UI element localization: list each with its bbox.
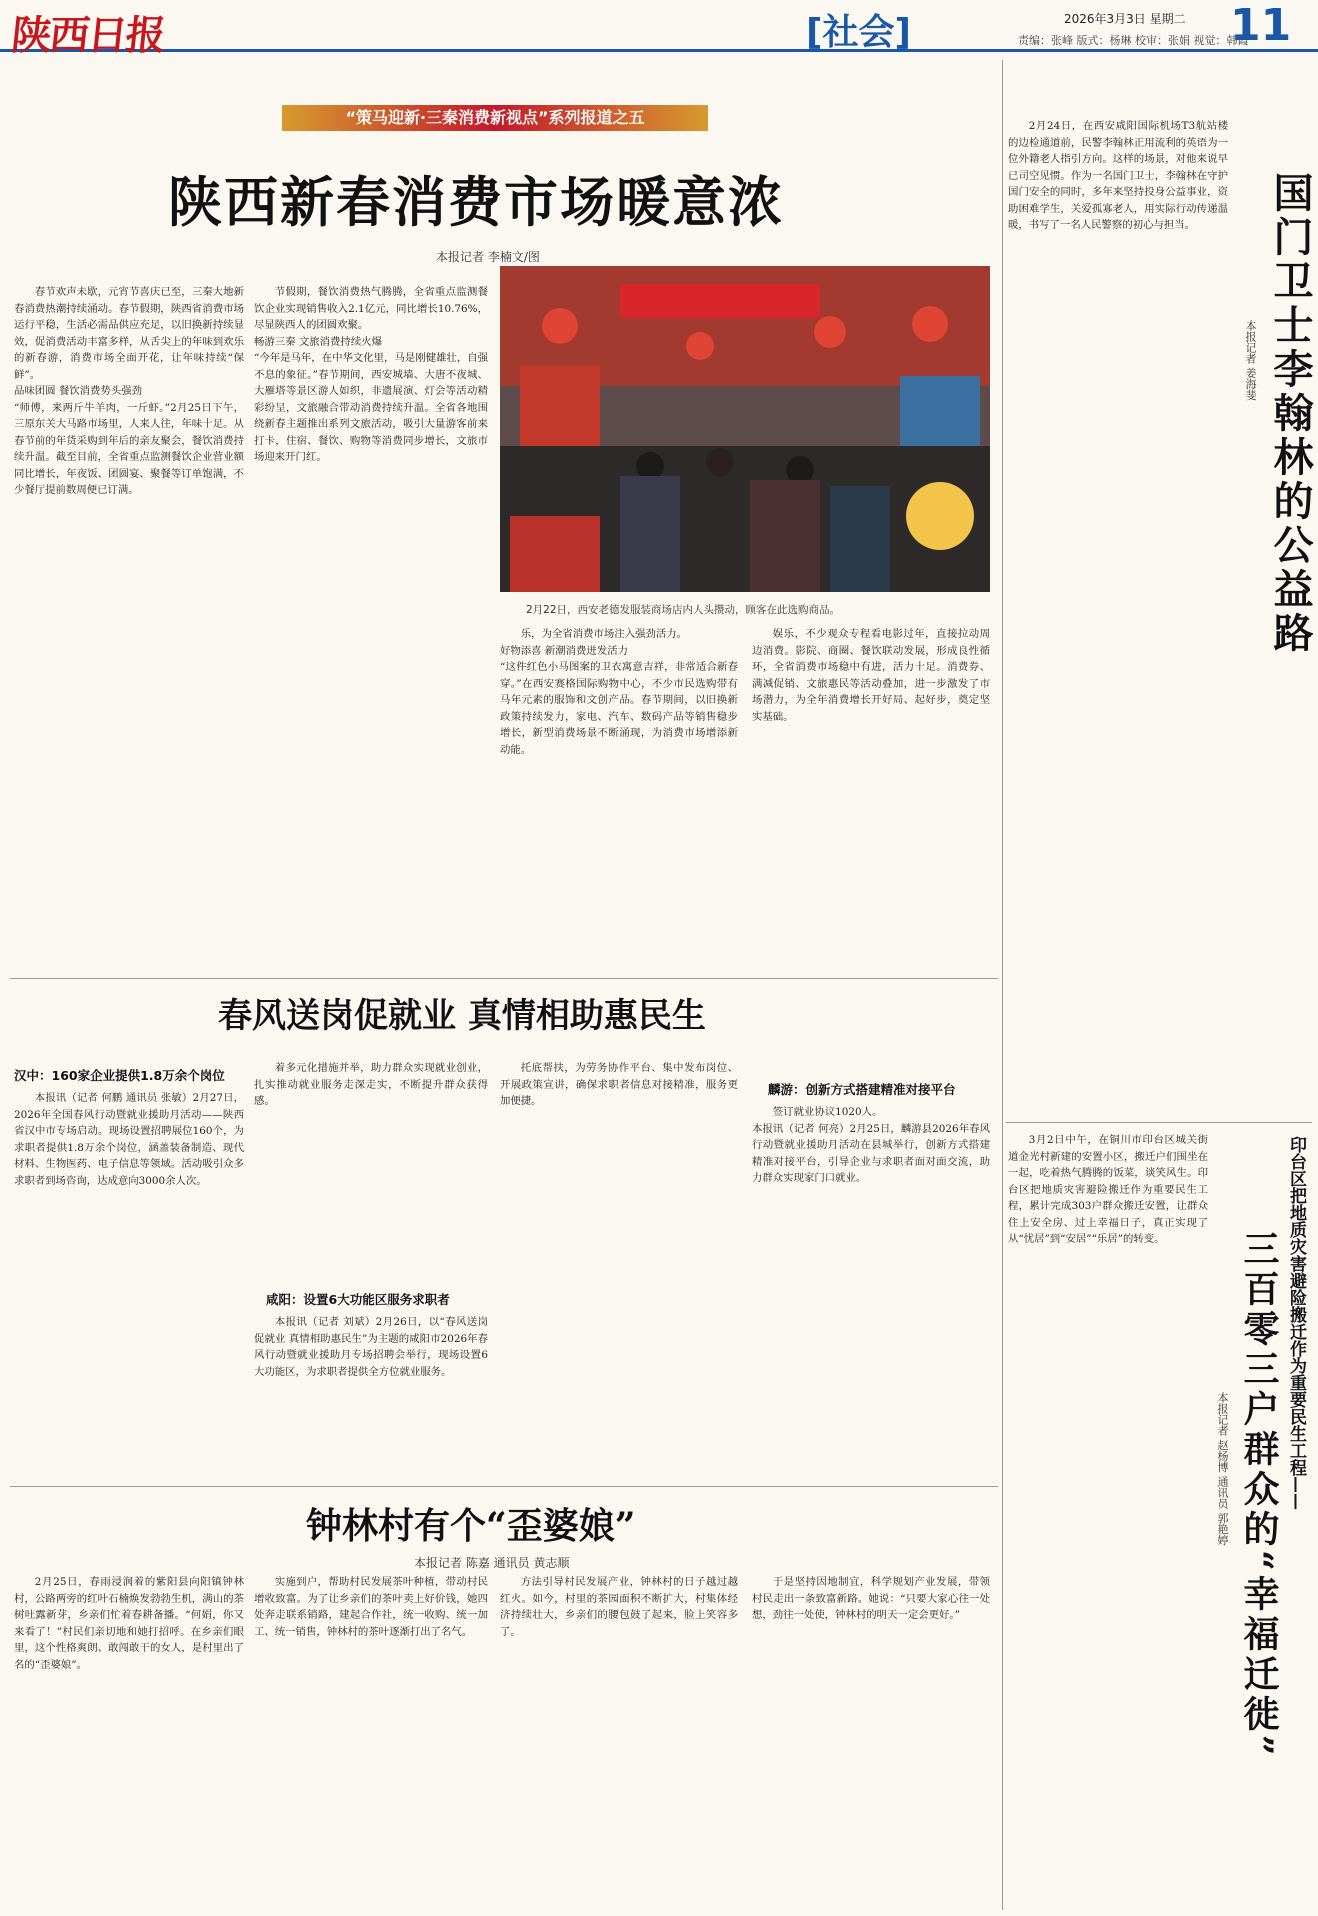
zhonglin-byline: 本报记者 陈嘉 通讯员 黄志顺 — [414, 1556, 570, 1570]
masthead — [0, 0, 1318, 59]
section-divider-1 — [10, 978, 998, 979]
jobs-subhead-xianyang: 咸阳：设置6大功能区服务求职者 — [266, 1292, 450, 1307]
lead-column-3 — [500, 626, 738, 968]
lead-column-4 — [752, 626, 990, 968]
side1-title: 国门卫士李翰林的公益路 — [1267, 172, 1314, 656]
side1-body — [1008, 118, 1228, 1118]
market-photo — [500, 266, 990, 592]
photo-caption: 2月22日，西安老德发服装商场店内人头攒动，顾客在此选购商品。 — [526, 604, 841, 616]
side2-body — [1008, 1132, 1208, 1910]
jobs-subhead-linyou: 麟游：创新方式搭建精准对接平台 — [768, 1082, 956, 1097]
jobs-subhead-hanzhong: 汉中：160家企业提供1.8万余个岗位 — [14, 1068, 225, 1083]
zhonglin-column-4 — [752, 1574, 990, 1910]
jobs-col2b-text: 本报讯（记者 刘斌）2月26日，以“春风送岗促就业 真情相助惠民生”为主题的咸阳市2026年春风行动暨就业援助月专场招聘会举行，现场设置6大功能区，为求职者提供全方位就业服务。 — [254, 1316, 488, 1378]
lead-col4-text: 娱乐，不少观众专程看电影过年，直接拉动周边消费。影院、商圈、餐饮联动发展，形成良性循环，全省消费市场稳中有进，活力十足。消费券、满减促销、文旅惠民等活动叠加，进一步激发了市场潜力，为全年消费增长开好局、起好步，奠定坚实基础。 — [752, 628, 990, 723]
zhonglin-col3-text: 方法引导村民发展产业，钟林村的日子越过越红火。如今，村里的茶园面积不断扩大，村集体经济持续壮大，乡亲们的腰包鼓了起来，脸上笑容多了。 — [500, 1576, 738, 1638]
side2-byline: 本报记者 赵杨博 通讯员 郭艳婷 — [1216, 1392, 1229, 1546]
jobs-column-4 — [752, 1104, 990, 1480]
jobs-column-2b — [254, 1314, 488, 1480]
zhonglin-col1-text: 2月25日，春雨浸润着的紫阳县向阳镇钟林村，公路两旁的红叶石楠焕发勃勃生机，满山的茶树吐露新芽，乡亲们忙着春耕备播。“何娟，你又来看了！”村民们亲切地和她打招呼。在乡亲们眼里，这个性格爽朗、敢闯敢干的女人，是村里出了名的“歪婆娘”。 — [14, 1576, 244, 1671]
series-banner: “策马迎新·三秦消费新视点”系列报道之五 — [282, 105, 708, 131]
lead-col1-text: 春节欢声未歇，元宵节喜庆已至，三秦大地新春消费热潮持续涌动。春节假期，陕西省消费市场运行平稳，生活必需品供应充足，以旧换新持续显效，促消费活动丰富多样，从舌尖上的年味到欢乐的新春游，消费市场全面开花，让年味持续“保鲜”。 品味团圆 餐饮消费势头强劲 “师傅，来两斤牛羊肉，一斤虾。”2月25日下午，三原东关大马路市场里，人来人往，年味十足。从春节前的年货采购到年后的亲友聚会，餐饮消费持续升温。截至目前，全省重点监测餐饮企业营业额同比增长，年夜饭、团圆宴、聚餐等订单饱满，不少餐厅提前数周便已订满。 — [14, 286, 244, 496]
editors-line: 责编：张峰 版式：杨琳 校审：张娟 视觉：韩霞 — [1018, 34, 1249, 47]
jobs-col2-text: 着多元化措施并举，助力群众实现就业创业，扎实推动就业服务走深走实，不断提升群众获得感。 — [254, 1062, 488, 1107]
dateline: 2026年3月3日 星期二 — [1064, 12, 1186, 26]
jobs-column-2 — [254, 1060, 488, 1284]
lead-column-1 — [14, 284, 244, 968]
lead-col2-text: 节假期，餐饮消费热气腾腾，全省重点监测餐饮企业实现销售收入2.1亿元，同比增长10.76%，尽显陕西人的团圆欢聚。 畅游三秦 文旅消费持续火爆 “今年是马年，在中华文化里，马是刚健雄壮，自强不息的象征。”春节期间，西安城墙、大唐不夜城、大雁塔等景区游人如织，非遗展演、灯会等活动精彩纷呈，文旅融合带动消费持续升温。全省各地围绕新春主题推出系列文旅活动，吸引大量游客前来打卡，住宿、餐饮、购物等消费同步增长，文旅市场迎来开门红。 — [254, 286, 488, 463]
section-divider-2 — [10, 1486, 998, 1487]
jobs-col1-text: 本报讯（记者 何鹏 通讯员 张敏）2月27日，2026年全国春风行动暨就业援助月活动——陕西省汉中市专场启动。现场设置招聘展位160个，为求职者提供1.8万余个岗位，涵盖装备制造、现代材料、生物医药、电子信息等领域。活动吸引众多求职者到场咨询，达成意向3000余人次。 — [14, 1092, 244, 1187]
side2-body-text: 3月2日中午，在铜川市印台区城关街道金光村新建的安置小区，搬迁户们围坐在一起，吃着热气腾腾的饭菜，谈笑风生。印台区把地质灾害避险搬迁作为重要民生工程，累计完成303户群众搬迁安置，让群众住上安全房、过上幸福日子，真正实现了从“忧居”到“安居”“乐居”的转变。 — [1008, 1134, 1208, 1245]
jobs-headline: 春风送岗促就业 真情相助惠民生 — [218, 996, 706, 1036]
side1-byline: 本报记者 姜海斐 — [1244, 320, 1257, 401]
side-divider — [1006, 1122, 1312, 1123]
jobs-column-1 — [14, 1090, 244, 1480]
zhonglin-column-1 — [14, 1574, 244, 1910]
zhonglin-col2-text: 实施到户，帮助村民发展茶叶种植，带动村民增收致富。为了让乡亲们的茶叶卖上好价钱，她四处奔走联系销路，建起合作社，统一收购、统一加工、统一销售，钟林村的茶叶逐渐打出了名气。 — [254, 1576, 488, 1638]
zhonglin-headline: 钟林村有个“歪婆娘” — [306, 1505, 636, 1547]
section-tag: [社会] — [806, 12, 911, 53]
market-photo-image — [500, 266, 990, 592]
newspaper-logo: 陕西日报 — [9, 12, 167, 59]
side2-title: 三百零三户群众的“幸福迁徙” — [1238, 1230, 1280, 1760]
vertical-divider — [1002, 60, 1003, 1910]
zhonglin-col4-text: 于是坚持因地制宜，科学规划产业发展，带领村民走出一条致富新路。她说：“只要大家心往一处想，劲往一处使，钟林村的明天一定会更好。” — [752, 1576, 990, 1621]
lead-byline: 本报记者 李楠文/图 — [436, 250, 540, 264]
jobs-col4-text: 签订就业协议1020人。 本报讯（记者 何亮）2月25日，麟游县2026年春风行动暨就业援助月活动在县城举行，创新方式搭建精准对接平台，引导企业与求职者面对面交流，助力群众实现家门口就业。 — [752, 1106, 990, 1184]
page-number: 11 — [1230, 0, 1292, 51]
zhonglin-column-2 — [254, 1574, 488, 1910]
lead-col3-text: 乐，为全省消费市场注入强劲活力。 好物添喜 新潮消费迸发活力 “这件红色小马图案的卫衣寓意吉祥，非常适合新春穿。”在西安赛格国际购物中心，不少市民选购带有马年元素的服饰和文创产品。春节期间，以旧换新政策持续发力，家电、汽车、数码产品等销售稳步增长，新型消费场景不断涌现，为消费市场增添新动能。 — [500, 628, 738, 756]
side2-subtitle: 印台区把地质灾害避险搬迁作为重要民生工程—— — [1286, 1136, 1306, 1510]
jobs-col3-text: 托底帮扶，为劳务协作平台、集中发布岗位、开展政策宣讲，确保求职者信息对接精准，服务更加便捷。 — [500, 1062, 738, 1107]
lead-column-2 — [254, 284, 488, 968]
side1-body-text: 2月24日，在西安咸阳国际机场T3航站楼的边检通道前，民警李翰林正用流利的英语为一位外籍老人指引方向。这样的场景，对他来说早已司空见惯。作为一名国门卫士，李翰林在守护国门安全的同时，多年来坚持投身公益事业，资助困难学生，关爱孤寡老人，用实际行动传递温暖，书写了一名人民警察的初心与担当。 — [1008, 120, 1228, 231]
zhonglin-column-3 — [500, 1574, 738, 1910]
lead-headline: 陕西新春消费市场暖意浓 — [168, 170, 784, 234]
jobs-column-3 — [500, 1060, 738, 1480]
